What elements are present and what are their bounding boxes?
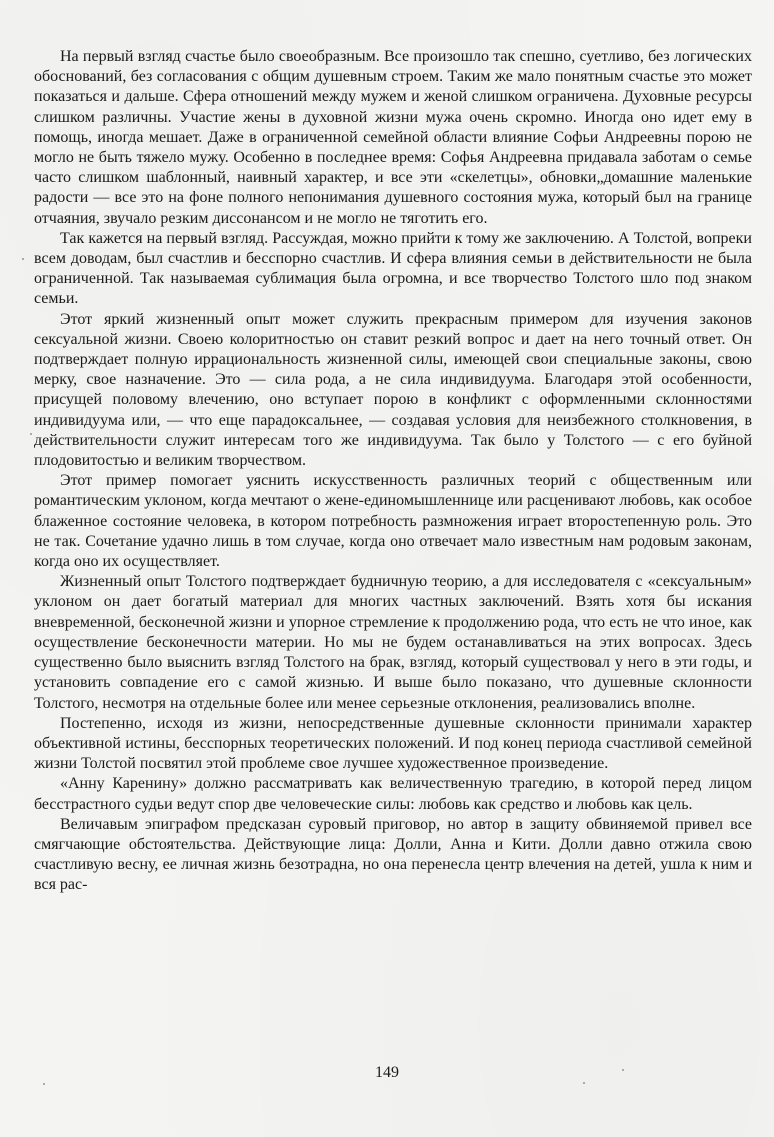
paragraph-5: Жизненный опыт Толстого подтверждает будничную теорию, а для исследователя с «сексуальным» уклоном он дает богатый материал для многих частных заключений. Взять хотя бы искания вневременной, бесконечной жизни и упорное стремление к продолжению рода, что есть не что иное, как осуществление бесконечности материи. Но мы не будем останавливаться на этих вопросах. Здесь существенно было выяснить взгляд Толстого на брак, взгляд, который существовал у него в эти годы, и установить совпадение его с самой жизнью. И выше было показано, что душевные склонности Толстого, несмотря на отдельные более или менее серьезные отклонения, реализовались вполне. <box>34 573 752 712</box>
page-number: 149 <box>375 1064 399 1081</box>
scan-speck <box>43 1083 45 1085</box>
scan-speck <box>30 433 32 435</box>
paragraph-1: На первый взгляд счастье было своеобразным. Все произошло так спешно, суетливо, без логических обоснований, без согласования с общим душевным строем. Таким же мало понятным счастье это может показаться и дальше. Сфера отношений между мужем и женой слишком ограничена. Духовные ресурсы слишком различны. Участие жены в духовной жизни мужа очень скромно. Иногда оно идет ему в помощь, иногда мешает. Даже в ограниченной семейной области влияние Софьи Андреевны порою не могло не быть тяжело мужу. Особенно в последнее время: Софья Андреевна придавала заботам о семье часто слишком шаблонный, наивный характер, и все эти «скелетцы», обновки„домашние маленькие радости — все это на фоне полного непонимания душевного состояния мужа, который был на границе отчаяния, звучало резким диссонансом и не могло не тяготить его. <box>34 48 752 227</box>
paragraph-6: Постепенно, исходя из жизни, непосредственные душевные склонности принимали характер объективной истины, бесспорных теоретических положений. И под конец периода счастливой семейной жизни Толстой посвятил этой проблеме свое лучшее художественное произведение. <box>34 714 752 773</box>
paragraph-8: Величавым эпиграфом предсказан суровый приговор, но автор в защиту обвиняемой привел все смягчающие обстоятельства. Действующие лица: Долли, Анна и Кити. Долли давно отжила свою счастливую весну, ее личная жизнь безотрадна, но она перенесла центр влечения на детей, ушла к ним и вся рас- <box>34 815 752 894</box>
body-text <box>34 47 752 896</box>
scan-speck <box>22 258 24 260</box>
scan-speck <box>583 1082 585 1084</box>
paragraph-7: «Анну Каренину» должно рассматривать как величественную трагедию, в которой перед лицом бесстрастного судьи ведут спор две человеческие силы: любовь как средство и любовь как цель. <box>34 775 752 813</box>
paragraph-3: Этот яркий жизненный опыт может служить прекрасным примером для изучения законов сексуальной жизни. Своею колоритностью он ставит резкий вопрос и дает на него точный ответ. Он подтверждает полную иррациональность жизненной силы, имеющей свои специальные законы, свою мерку, свое назначение. Это — сила рода, а не сила индивидуума. Благодаря этой особенности, присущей половому влечению, оно вступает порою в конфликт с оформленными склонностями индивидуума или, — что еще парадоксальнее, — создавая условия для неизбежного столкновения, в действительности служит интересам того же индивидуума. Так было у Толстого — с его буйной плодовитостью и великим творчеством. <box>34 310 752 470</box>
scan-speck <box>622 1069 624 1071</box>
paragraph-2: Так кажется на первый взгляд. Рассуждая, можно прийти к тому же заключению. А Толстой, вопреки всем доводам, был счастлив и бесспорно счастлив. И сфера влияния семьи в действительности не была ограниченной. Так называемая сублимация была огромна, и все творчество Толстого шло под знаком семьи. <box>34 229 752 308</box>
paragraph-4: Этот пример помогает уяснить искусственность различных теорий с общественным или романтическим уклоном, когда мечтают о жене-единомышленнице или расценивают любовь, как особое блаженное состояние человека, в котором потребность размножения играет второстепенную роль. Это не так. Сочетание удачно лишь в том случае, когда оно отвечает мало известным нам родовым законам, когда оно их осуществляет. <box>34 472 752 571</box>
